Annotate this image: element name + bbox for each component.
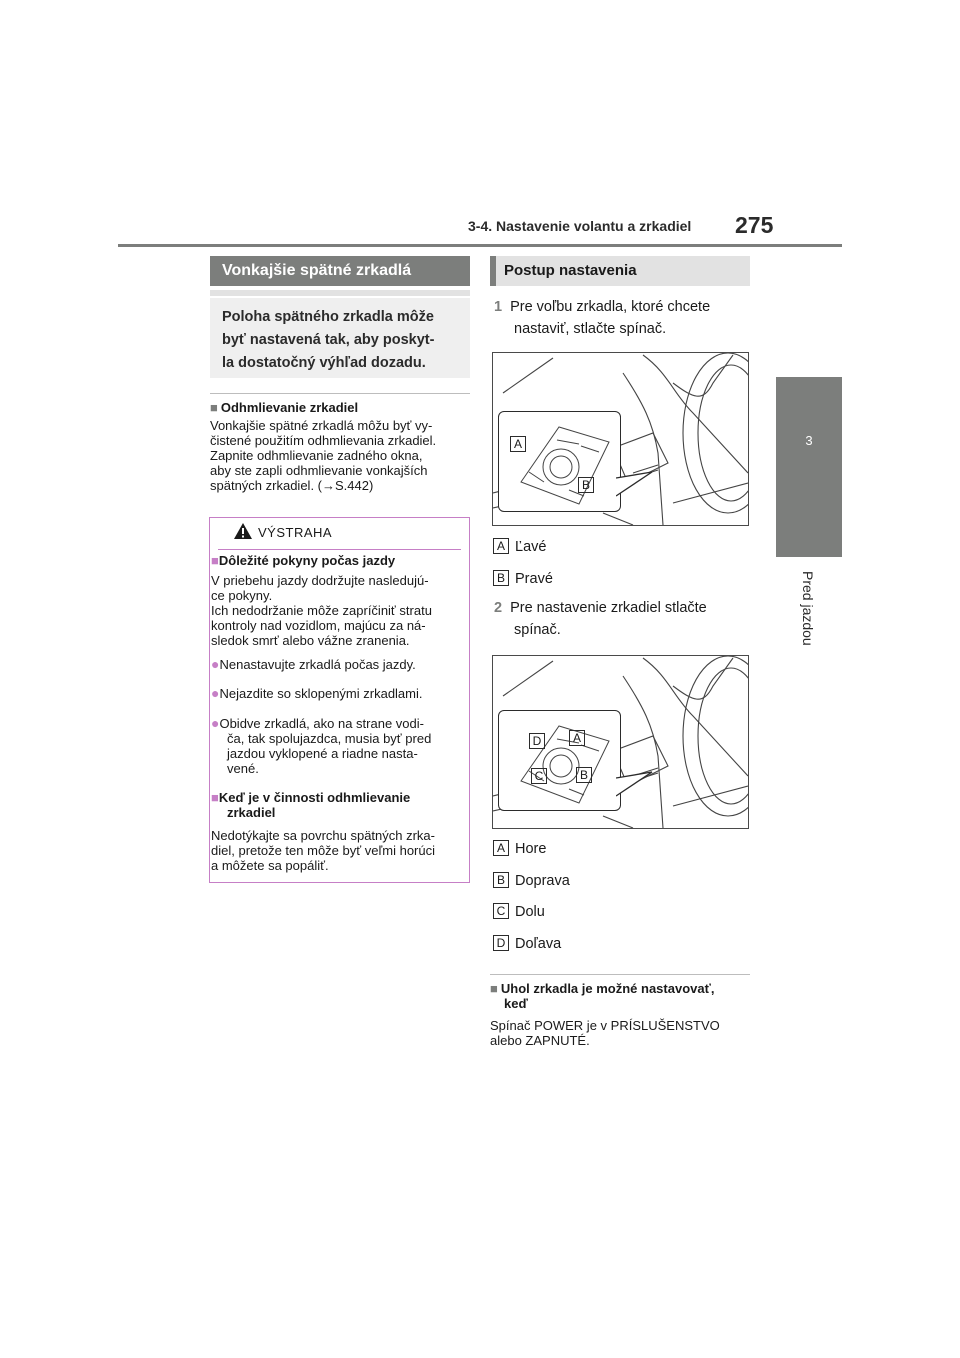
intro-line: la dostatočný výhľad dozadu. [222, 355, 426, 371]
procedure-heading: Postup nastavenia [504, 262, 637, 279]
step-number: 1 [494, 299, 503, 315]
legend-key: C [493, 903, 509, 919]
callout-pointer [616, 470, 656, 500]
divider [210, 393, 470, 394]
chapter-label: Pred jazdou [800, 571, 816, 646]
step-number: 2 [494, 600, 503, 616]
round-bullet-icon: ● [211, 656, 220, 672]
legend-key: A [493, 538, 509, 554]
switch-callout [498, 710, 621, 811]
round-bullet-icon: ● [211, 685, 220, 701]
intro-box [210, 298, 470, 378]
warning-heading-driving: ■Dôležité pokyny počas jazdy [211, 553, 396, 568]
key-b: B [576, 767, 592, 783]
warning-triangle-icon [233, 522, 253, 540]
divider [490, 974, 750, 975]
step-2: 2 Pre nastavenie zrkadiel stlačte spínač. [494, 600, 707, 638]
warning-divider [218, 549, 461, 550]
legend-label: Doprava [515, 873, 570, 889]
warning-bullet: ●Nejazdite so sklopenými zrkadlami. [211, 685, 423, 701]
warning-text-defog: Nedotýkajte sa povrchu spätných zrka- diel, pretože ten môže byť veľmi horúci a môžete sa popáliť. [211, 828, 435, 873]
warning-title: VÝSTRAHA [258, 525, 333, 540]
square-bullet-icon: ■ [211, 790, 219, 805]
switch-panel-illustration [499, 711, 617, 807]
chapter-tab [776, 377, 842, 557]
warning-text-driving: V priebehu jazdy dodržujte nasledujú- ce pokyny. Ich nedodržanie môže zapríčiniť stratu kontroly nad vozidlom, majúcu za ná- sledok smrť alebo vážne zranenia. [211, 573, 432, 648]
warning-bullet: ●Obidve zrkadlá, ako na strane vodi- ča, tak spolujazdca, musia byť pred jazdou vyklopené a riadne nasta- vené. [211, 715, 432, 776]
step-1: 1 Pre voľbu zrkadla, ktoré chcete nastaviť, stlačte spínač. [494, 299, 711, 337]
procedure-heading-bar [490, 256, 496, 286]
defog-text: Vonkajšie spätné zrkadlá môžu byť vy- čistené použitím odhmlievania zrkadiel. Zapnite odhmlievanie zadného okna, aby ste zapli odhmlievanie vonkajších spätných zrkadiel. (→S.442) [210, 418, 437, 493]
defog-heading: ■ Odhmlievanie zrkadiel [210, 400, 359, 415]
warning-heading-defog: ■Keď je v činnosti odhmlievanie zrkadiel [211, 790, 411, 820]
section-title: 3-4. Nastavenie volantu a zrkadiel [468, 218, 692, 234]
legend-label: Doľava [515, 936, 562, 952]
legend-label: Pravé [515, 571, 553, 587]
header-rule [118, 244, 842, 247]
switch-panel-illustration [499, 412, 617, 508]
key-d: D [529, 733, 545, 749]
legend-label: Hore [515, 841, 547, 857]
chapter-number: 3 [805, 433, 813, 448]
square-bullet-icon: ■ [211, 553, 219, 568]
legend-key: A [493, 840, 509, 856]
key-c: C [531, 768, 547, 784]
callout-pointer [616, 770, 656, 800]
round-bullet-icon: ● [211, 715, 220, 731]
key-a: A [510, 436, 526, 452]
key-a: A [569, 730, 585, 746]
intro-line: Poloha spätného zrkadla môže [222, 309, 434, 325]
heading-strip [210, 290, 470, 296]
page-number: 275 [735, 212, 774, 238]
legend-key: B [493, 872, 509, 888]
square-bullet-icon: ■ [210, 400, 218, 415]
switch-callout [498, 411, 621, 512]
square-bullet-icon: ■ [490, 981, 498, 996]
note-text: Spínač POWER je v PRÍSLUŠENSTVO alebo ZAPNUTÉ. [490, 1018, 720, 1048]
legend-label: Ľavé [515, 539, 547, 555]
intro-line: byť nastavená tak, aby poskyt- [222, 332, 435, 348]
outside-mirrors-heading: Vonkajšie spätné zrkadlá [210, 256, 470, 286]
legend-key: B [493, 570, 509, 586]
warning-bullet: ●Nenastavujte zrkadlá počas jazdy. [211, 656, 416, 672]
legend-key: D [493, 935, 509, 951]
key-b: B [578, 477, 594, 493]
note-heading: ■ Uhol zrkadla je možné nastavovať, keď [490, 981, 715, 1011]
legend-label: Dolu [515, 904, 545, 920]
